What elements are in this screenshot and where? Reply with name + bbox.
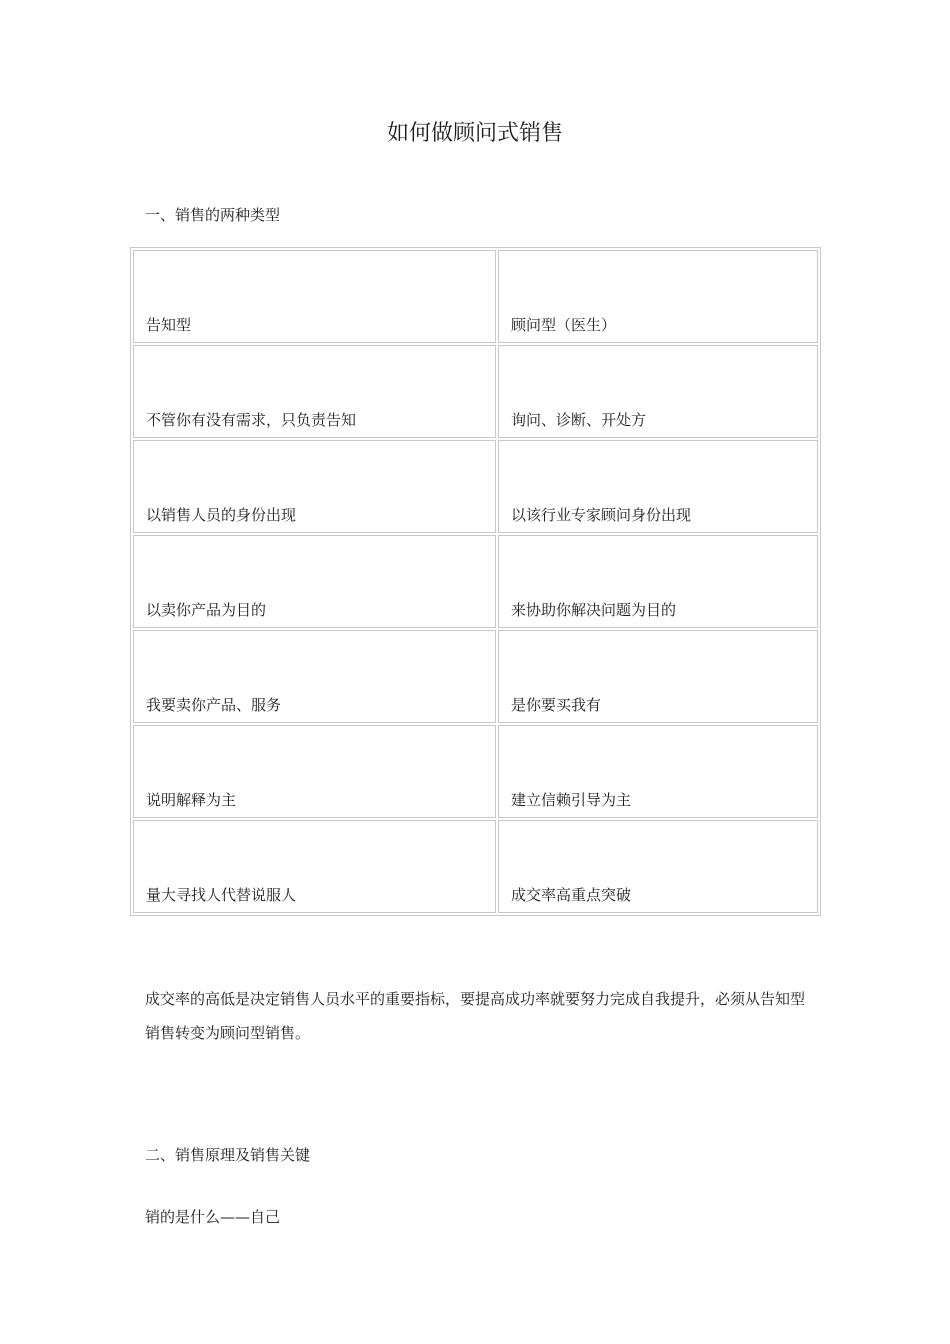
section-heading-sales-principles: 二、销售原理及销售关键 [145,1146,311,1164]
body-paragraph: 成交率的高低是决定销售人员水平的重要指标，要提高成功率就要努力完成自我提升，必须从告知型销售转变为顾问型销售。 [145,990,806,1042]
table-cell-consultative: 询问、诊断、开处方 [498,345,818,438]
table-row [133,820,818,913]
table-row [133,345,818,438]
table-row [133,440,818,533]
table-cell-telling: 告知型 [133,250,496,343]
table-cell-consultative: 来协助你解决问题为目的 [498,535,818,628]
table-cell-consultative: 以该行业专家顾问身份出现 [498,440,818,533]
table-row [133,725,818,818]
section-heading-sales-types: 一、销售的两种类型 [145,206,281,224]
table-row [133,535,818,628]
table-cell-consultative: 是你要买我有 [498,630,818,723]
table-cell-telling: 量大寻找人代替说服人 [133,820,496,913]
table-cell-consultative: 成交率高重点突破 [498,820,818,913]
table-cell-telling: 说明解释为主 [133,725,496,818]
document-title: 如何做顾问式销售 [386,121,563,146]
table-cell-telling: 不管你有没有需求，只负责告知 [133,345,496,438]
table-row [133,250,818,343]
table-cell-consultative: 顾问型（医生） [498,250,818,343]
sales-types-comparison-table [130,247,821,916]
table-cell-telling: 以销售人员的身份出现 [133,440,496,533]
table-cell-consultative: 建立信赖引导为主 [498,725,818,818]
table-cell-telling: 我要卖你产品、服务 [133,630,496,723]
body-line: 销的是什么——自己 [145,1208,281,1226]
table-row [133,630,818,723]
table-cell-telling: 以卖你产品为目的 [133,535,496,628]
